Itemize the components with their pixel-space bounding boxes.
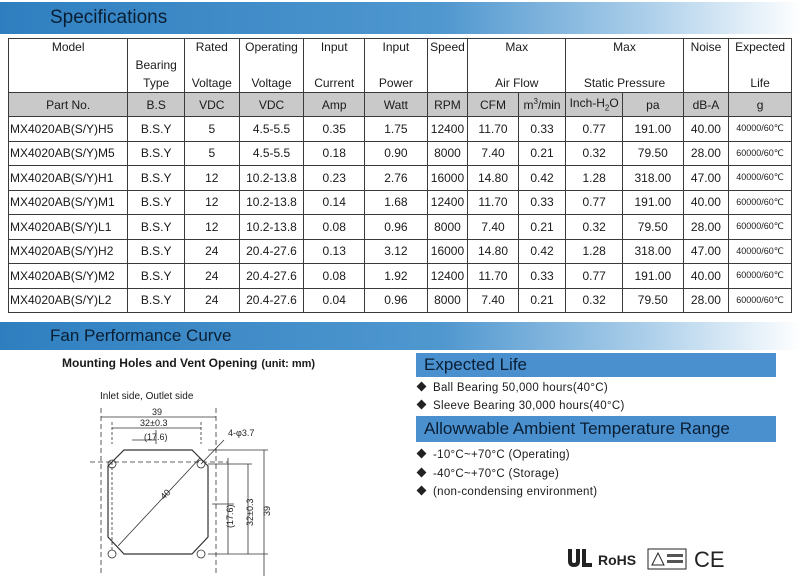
cell-input-current: 0.18 bbox=[304, 141, 365, 166]
cell-noise: 40.00 bbox=[683, 117, 729, 142]
units-row bbox=[9, 93, 792, 117]
unit-rated: VDC bbox=[185, 93, 240, 117]
cell-model: MX4020AB(S/Y)H2 bbox=[9, 239, 128, 264]
unit-cfm: CFM bbox=[468, 93, 519, 117]
cell-input-power: 0.96 bbox=[365, 288, 428, 313]
cell-input-power: 1.75 bbox=[365, 117, 428, 142]
mounting-drawing bbox=[88, 400, 278, 584]
cell-rated-voltage: 12 bbox=[185, 190, 240, 215]
cell-operating-voltage: 10.2-13.8 bbox=[239, 166, 304, 191]
expected-life-title: Expected Life bbox=[424, 355, 528, 374]
header-type: Type bbox=[128, 75, 185, 93]
temp-item-noncondensing: (non-condensing environment) bbox=[418, 486, 597, 498]
header-max-pressure: Max bbox=[566, 39, 683, 57]
header-operating: Operating bbox=[239, 39, 304, 57]
header-static-pressure: Static Pressure bbox=[566, 75, 683, 93]
cell-input-current: 0.13 bbox=[304, 239, 365, 264]
cell-cfm: 14.80 bbox=[468, 239, 519, 264]
fan-curve-header bbox=[0, 322, 802, 350]
cell-noise: 47.00 bbox=[683, 239, 729, 264]
cell-pa: 191.00 bbox=[622, 190, 683, 215]
life-item-ball: Ball Bearing 50,000 hours(40°C) bbox=[418, 382, 608, 394]
cell-bearing: B.S.Y bbox=[128, 117, 185, 142]
cell-inch-h2o: 1.28 bbox=[566, 166, 623, 191]
cell-life: 60000/60℃ bbox=[729, 141, 792, 166]
cell-life: 40000/60℃ bbox=[729, 166, 792, 191]
specifications-header bbox=[0, 2, 802, 34]
cell-inch-h2o: 0.77 bbox=[566, 117, 623, 142]
cell-cfm: 7.40 bbox=[468, 141, 519, 166]
bullet-icon bbox=[417, 382, 427, 392]
cell-bearing: B.S.Y bbox=[128, 264, 185, 289]
table-row bbox=[9, 141, 792, 166]
cell-inch-h2o: 0.32 bbox=[566, 141, 623, 166]
header-op-voltage: Voltage bbox=[239, 75, 304, 93]
unit-life: g bbox=[729, 93, 792, 117]
specifications-table bbox=[8, 38, 792, 313]
cell-m3min: 0.42 bbox=[518, 166, 566, 191]
cell-m3min: 0.21 bbox=[518, 215, 566, 240]
cell-pa: 79.50 bbox=[622, 288, 683, 313]
ambient-temp-header bbox=[416, 416, 776, 442]
specifications-title: Specifications bbox=[50, 7, 168, 28]
cell-rated-voltage: 24 bbox=[185, 288, 240, 313]
cell-input-power: 2.76 bbox=[365, 166, 428, 191]
cell-life: 60000/60℃ bbox=[729, 264, 792, 289]
header-row-2 bbox=[9, 57, 792, 75]
cell-input-current: 0.23 bbox=[304, 166, 365, 191]
cell-input-power: 3.12 bbox=[365, 239, 428, 264]
cell-input-power: 0.96 bbox=[365, 215, 428, 240]
cell-pa: 79.50 bbox=[622, 215, 683, 240]
unit-m3min: $m^3/\min$ bbox=[518, 93, 566, 117]
cell-cfm: 7.40 bbox=[468, 215, 519, 240]
fan-curve-title: Fan Performance Curve bbox=[50, 326, 232, 345]
cell-life: 60000/60℃ bbox=[729, 190, 792, 215]
cell-model: MX4020AB(S/Y)M1 bbox=[9, 190, 128, 215]
cell-model: MX4020AB(S/Y)L1 bbox=[9, 215, 128, 240]
cell-inch-h2o: 0.77 bbox=[566, 190, 623, 215]
cell-bearing: B.S.Y bbox=[128, 239, 185, 264]
header-blank bbox=[128, 39, 185, 57]
dim-height: 39 bbox=[262, 505, 272, 516]
cell-pa: 191.00 bbox=[622, 117, 683, 142]
cell-bearing: B.S.Y bbox=[128, 190, 185, 215]
dim-v-hole: 32±0.3 bbox=[245, 498, 255, 526]
life-item-sleeve: Sleeve Bearing 30,000 hours(40°C) bbox=[418, 400, 625, 412]
bullet-icon bbox=[417, 449, 427, 459]
cell-cfm: 11.70 bbox=[468, 190, 519, 215]
header-row-3 bbox=[9, 75, 792, 93]
cell-input-current: 0.08 bbox=[304, 264, 365, 289]
bullet-icon bbox=[417, 468, 427, 478]
cell-m3min: 0.33 bbox=[518, 264, 566, 289]
cell-inch-h2o: 0.32 bbox=[566, 288, 623, 313]
cell-speed: 8000 bbox=[427, 141, 467, 166]
unit-inch-h2o: Inch-$H_2O$ bbox=[566, 93, 623, 117]
header-speed: Speed bbox=[427, 39, 467, 57]
header-rated: Rated bbox=[185, 39, 240, 57]
unit-power: Watt bbox=[365, 93, 428, 117]
ambient-temp-title: Allowwable Ambient Temperature Range bbox=[424, 419, 730, 438]
ce-mark: CE bbox=[694, 547, 725, 572]
cell-m3min: 0.21 bbox=[518, 141, 566, 166]
cell-m3min: 0.42 bbox=[518, 239, 566, 264]
cell-life: 40000/60℃ bbox=[729, 239, 792, 264]
cell-cfm: 7.40 bbox=[468, 288, 519, 313]
cell-operating-voltage: 20.4-27.6 bbox=[239, 239, 304, 264]
cell-rated-voltage: 12 bbox=[185, 166, 240, 191]
cell-input-power: 1.68 bbox=[365, 190, 428, 215]
table-row bbox=[9, 117, 792, 142]
cell-noise: 28.00 bbox=[683, 215, 729, 240]
cell-speed: 12400 bbox=[427, 190, 467, 215]
cell-life: 60000/60℃ bbox=[729, 215, 792, 240]
cell-operating-voltage: 20.4-27.6 bbox=[239, 288, 304, 313]
dim-half: (17.6) bbox=[144, 432, 168, 442]
dim-diag: 40 bbox=[158, 487, 173, 502]
unit-pa: pa bbox=[622, 93, 683, 117]
cell-input-current: 0.08 bbox=[304, 215, 365, 240]
header-current: Current bbox=[304, 75, 365, 93]
cell-noise: 47.00 bbox=[683, 166, 729, 191]
cell-inch-h2o: 0.77 bbox=[566, 264, 623, 289]
cell-inch-h2o: 1.28 bbox=[566, 239, 623, 264]
cell-input-current: 0.14 bbox=[304, 190, 365, 215]
cell-inch-h2o: 0.32 bbox=[566, 215, 623, 240]
table-row bbox=[9, 215, 792, 240]
cell-operating-voltage: 10.2-13.8 bbox=[239, 215, 304, 240]
cell-bearing: B.S.Y bbox=[128, 215, 185, 240]
cell-bearing: B.S.Y bbox=[128, 166, 185, 191]
unit-part-no: Part No. bbox=[9, 93, 128, 117]
table-row bbox=[9, 288, 792, 313]
mounting-unit: (unit: mm) bbox=[261, 358, 316, 370]
cell-model: MX4020AB(S/Y)M2 bbox=[9, 264, 128, 289]
header-max-airflow: Max bbox=[468, 39, 566, 57]
cell-operating-voltage: 4.5-5.5 bbox=[239, 141, 304, 166]
cell-rated-voltage: 24 bbox=[185, 239, 240, 264]
table-row bbox=[9, 239, 792, 264]
cell-input-current: 0.04 bbox=[304, 288, 365, 313]
cell-speed: 16000 bbox=[427, 166, 467, 191]
header-model: Model bbox=[9, 39, 128, 57]
cell-input-power: 0.90 bbox=[365, 141, 428, 166]
dim-v-half: (17.6) bbox=[225, 504, 235, 528]
cell-speed: 8000 bbox=[427, 288, 467, 313]
temp-item-storage: -40°C~+70°C (Storage) bbox=[418, 468, 559, 480]
unit-noise: dB-A bbox=[683, 93, 729, 117]
unit-speed: RPM bbox=[427, 93, 467, 117]
cell-noise: 28.00 bbox=[683, 288, 729, 313]
header-noise: Noise bbox=[683, 39, 729, 57]
cell-pa: 191.00 bbox=[622, 264, 683, 289]
dim-hole: 32±0.3 bbox=[140, 418, 168, 428]
header-input-current: Input bbox=[304, 39, 365, 57]
unit-operating: VDC bbox=[239, 93, 304, 117]
tuv-mark-icon bbox=[648, 549, 686, 569]
cell-cfm: 11.70 bbox=[468, 264, 519, 289]
unit-bearing: B.S bbox=[128, 93, 185, 117]
cell-pa: 79.50 bbox=[622, 141, 683, 166]
cell-speed: 12400 bbox=[427, 117, 467, 142]
cell-cfm: 11.70 bbox=[468, 117, 519, 142]
cell-speed: 16000 bbox=[427, 239, 467, 264]
header-air-flow: Air Flow bbox=[468, 75, 566, 93]
mounting-title: Mounting Holes and Vent Opening (unit: mm) bbox=[62, 356, 316, 370]
cell-model: MX4020AB(S/Y)H5 bbox=[9, 117, 128, 142]
inlet-outlet-label: Inlet side, Outlet side bbox=[100, 391, 194, 402]
cell-speed: 8000 bbox=[427, 215, 467, 240]
dim-hole-dia: 4-φ3.7 bbox=[228, 428, 255, 438]
cell-noise: 40.00 bbox=[683, 190, 729, 215]
cell-pa: 318.00 bbox=[622, 239, 683, 264]
cell-cfm: 14.80 bbox=[468, 166, 519, 191]
cell-noise: 40.00 bbox=[683, 264, 729, 289]
cell-rated-voltage: 24 bbox=[185, 264, 240, 289]
rohs-mark: RoHS bbox=[598, 552, 637, 568]
cell-m3min: 0.33 bbox=[518, 117, 566, 142]
cell-operating-voltage: 4.5-5.5 bbox=[239, 117, 304, 142]
header-input-power: Input bbox=[365, 39, 428, 57]
header-power: Power bbox=[365, 75, 428, 93]
cell-rated-voltage: 12 bbox=[185, 215, 240, 240]
cell-model: MX4020AB(S/Y)L2 bbox=[9, 288, 128, 313]
expected-life-header bbox=[416, 353, 776, 377]
cell-speed: 12400 bbox=[427, 264, 467, 289]
cell-bearing: B.S.Y bbox=[128, 288, 185, 313]
cell-life: 40000/60℃ bbox=[729, 117, 792, 142]
table-row bbox=[9, 264, 792, 289]
dim-width: 39 bbox=[152, 407, 163, 417]
cell-m3min: 0.21 bbox=[518, 288, 566, 313]
header-voltage: Voltage bbox=[185, 75, 240, 93]
certification-logos bbox=[566, 545, 736, 573]
cell-input-current: 0.35 bbox=[304, 117, 365, 142]
table-row bbox=[9, 190, 792, 215]
header-bearing: Bearing bbox=[128, 57, 185, 75]
cell-model: MX4020AB(S/Y)H1 bbox=[9, 166, 128, 191]
bullet-icon bbox=[417, 486, 427, 496]
cell-operating-voltage: 20.4-27.6 bbox=[239, 264, 304, 289]
bullet-icon bbox=[417, 400, 427, 410]
ul-mark-icon bbox=[568, 549, 592, 567]
cell-bearing: B.S.Y bbox=[128, 141, 185, 166]
cell-input-power: 1.92 bbox=[365, 264, 428, 289]
cell-operating-voltage: 10.2-13.8 bbox=[239, 190, 304, 215]
header-row-1 bbox=[9, 39, 792, 57]
cell-model: MX4020AB(S/Y)M5 bbox=[9, 141, 128, 166]
temp-item-operating: -10°C~+70°C (Operating) bbox=[418, 449, 570, 461]
header-expected: Expected bbox=[729, 39, 792, 57]
header-life: Life bbox=[729, 75, 792, 93]
unit-current: Amp bbox=[304, 93, 365, 117]
cell-m3min: 0.33 bbox=[518, 190, 566, 215]
cell-noise: 28.00 bbox=[683, 141, 729, 166]
table-row bbox=[9, 166, 792, 191]
cell-pa: 318.00 bbox=[622, 166, 683, 191]
cell-rated-voltage: 5 bbox=[185, 117, 240, 142]
cell-rated-voltage: 5 bbox=[185, 141, 240, 166]
cell-life: 60000/60℃ bbox=[729, 288, 792, 313]
